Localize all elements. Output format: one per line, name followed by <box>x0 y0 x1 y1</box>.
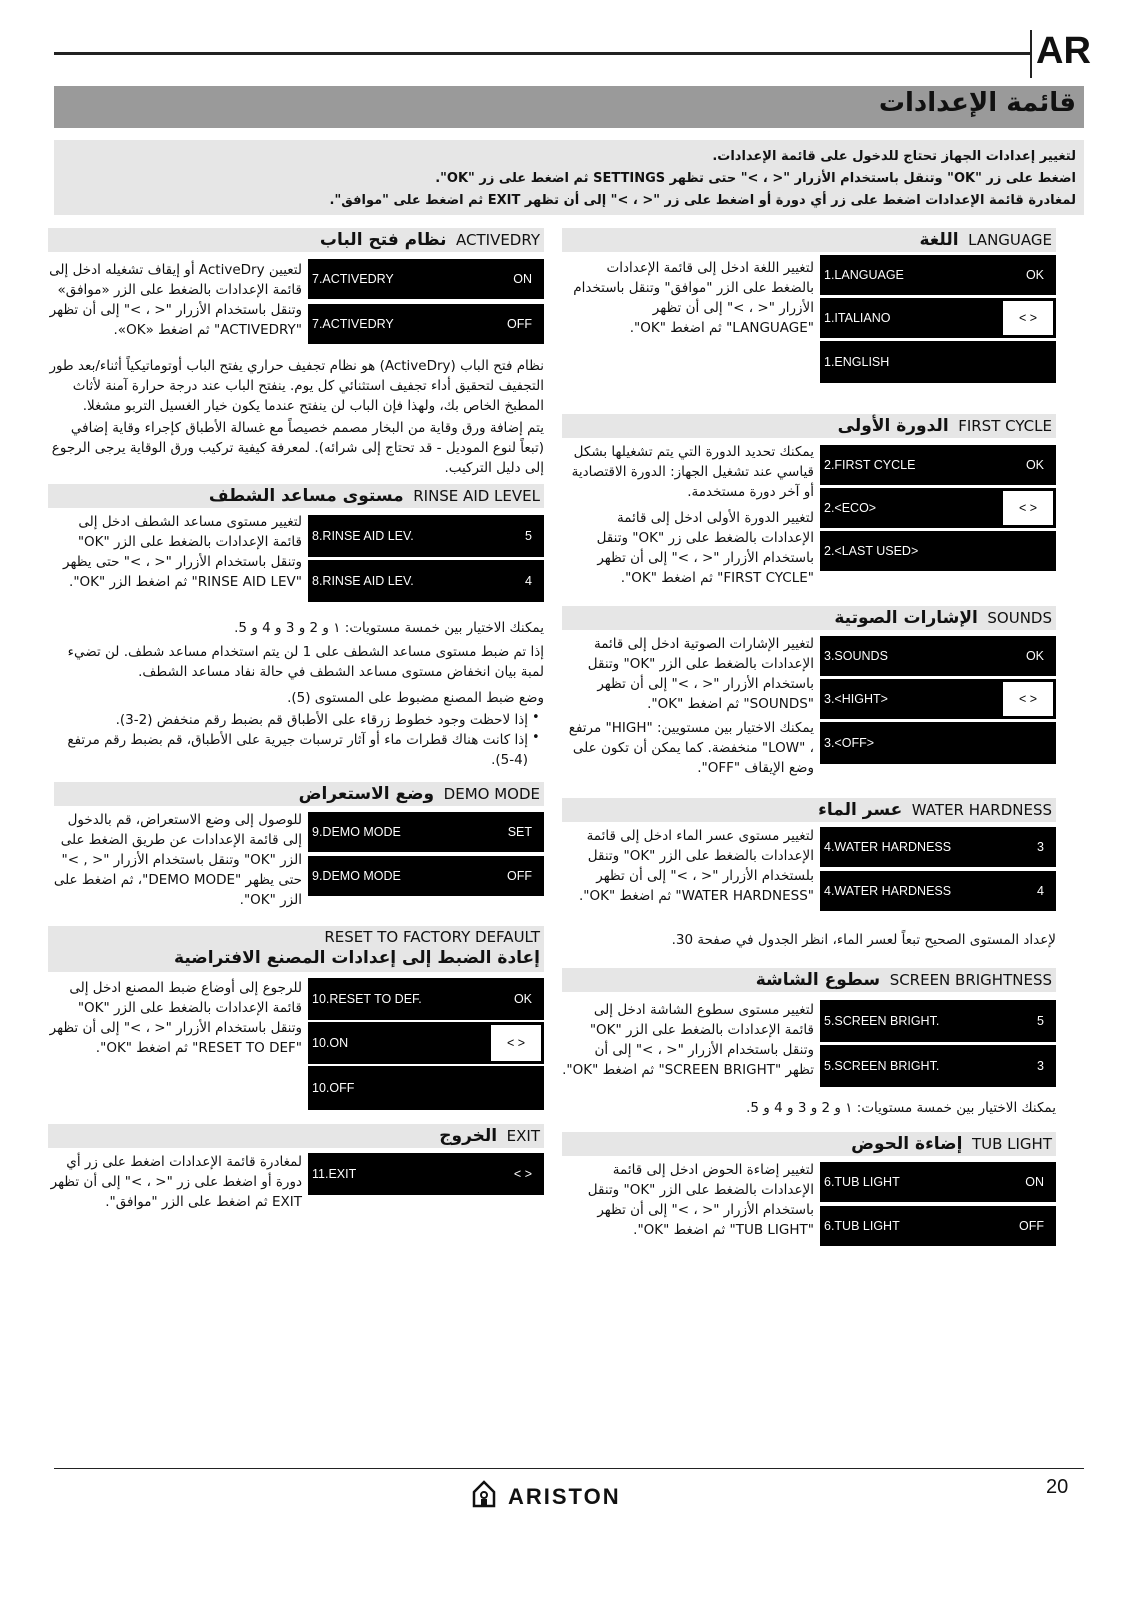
section-title: SOUNDS <box>987 609 1052 627</box>
display-label: 5.SCREEN BRIGHT. <box>824 1059 940 1073</box>
section-title: FIRST CYCLE <box>958 417 1052 435</box>
activedry-note: يتم إضافة ورق وقاية من البخار مصمم خصيصاً مع غسالة الأطباق كإجراء وقاية إضافي (تبعاً لنوع الموديل - قد تحتاج إلى شرائه). لمعرفة كيفية تركيب ورق الوقاية يرجى الرجوع إلى دليل التركيب. <box>51 420 544 476</box>
display-label: 5.SCREEN BRIGHT. <box>824 1014 940 1028</box>
display-value: OFF <box>507 869 532 883</box>
display-label: 3.SOUNDS <box>824 649 888 663</box>
bullet-icon: • <box>532 730 540 745</box>
section-header-demo-mode <box>54 782 544 806</box>
section-header-screen-brightness <box>562 968 1056 992</box>
intro-box <box>54 140 1084 215</box>
display-selector: < > <box>1003 301 1053 335</box>
display-row <box>820 827 1056 867</box>
reset-text: للرجوع إلى أوضاع ضبط المصنع ادخل إلى قائمة الإعدادات بالضغط على الزر "OK" وتنقل باستخدام الأزرار "< ، >" إلى أن تظهر "RESET TO DEF" ثم اضغط "OK". <box>49 980 302 1056</box>
section-title: RINSE AID LEVEL <box>413 487 540 505</box>
rinse-aid-tip-2: إذا كانت هناك قطرات ماء أو آثار ترسبات جيرية على الأطباق، قم بضبط رقم مرتفع (4-5). <box>67 732 528 768</box>
first-cycle-text-1: يمكنك تحديد الدورة التي يتم تشغيلها بشكل قياسي عند تشغيل الجهاز: الدورة الاقتصادية أو آخر دورة مستخدمة. <box>571 444 814 500</box>
section-title: LANGUAGE <box>968 231 1052 249</box>
display-label: 8.RINSE AID LEV. <box>312 574 414 588</box>
display-value: OFF <box>1019 1219 1044 1233</box>
section-header-exit <box>48 1124 544 1148</box>
display-value: ON <box>1025 1175 1044 1189</box>
display-row <box>820 1206 1056 1246</box>
tub-light-text: لتغيير إضاءة الحوض ادخل إلى قائمة الإعدادات بالضغط على الزر "OK" وتنقل باستخدام الأزرار "< ، >" إلى أن تظهر "TUB LIGHT" ثم اضغط "OK". <box>587 1162 814 1238</box>
display-label: 9.DEMO MODE <box>312 869 401 883</box>
display-row <box>308 304 544 344</box>
intro-line-3: لمغادرة قائمة الإعدادات اضغط على زر أي دورة أو اضغط على زر "< ، >" إلى أن تظهر EXIT ثم اضغط على "موافق". <box>329 193 1076 208</box>
section-title-arabic: سطوع الشاشة <box>755 970 881 990</box>
display-value: OK <box>1025 268 1044 282</box>
display-row <box>820 488 1056 528</box>
display-row <box>820 445 1056 485</box>
section-header-activedry <box>48 228 544 252</box>
display-value: 3 <box>1037 1059 1044 1073</box>
section-title: ACTIVEDRY <box>456 231 540 249</box>
section-title-arabic: مستوى مساعد الشطف <box>208 486 404 506</box>
section-title-arabic: وضع الاستعراض <box>298 784 435 804</box>
display-row <box>820 679 1056 719</box>
display-row <box>820 531 1056 571</box>
section-title-arabic: اللغة <box>919 230 959 250</box>
water-hardness-text: لتغيير مستوى عسر الماء ادخل إلى قائمة الإعدادات بالضغط على الزر "OK" وتنقل بلستخدام الأزرار "< ، >" إلى أن تظهر "WATER HARDNESS" ثم اضغط "OK". <box>579 828 814 904</box>
brand-name: ARISTON <box>508 1484 621 1509</box>
section-title: RESET TO FACTORY DEFAULT <box>324 928 540 946</box>
display-value: OFF <box>507 317 532 331</box>
display-label: 3.<OFF> <box>824 736 875 750</box>
section-header-rinse-aid <box>48 484 544 508</box>
section-header-reset <box>48 926 544 972</box>
display-row <box>308 812 544 852</box>
display-label: 10.RESET TO DEF. <box>312 992 422 1006</box>
section-title-arabic: نظام فتح الباب <box>319 230 447 250</box>
display-value: OK <box>1025 649 1044 663</box>
display-label: 3.<HIGHT> <box>824 692 888 706</box>
section-title-arabic: الإشارات الصوتية <box>834 608 978 628</box>
display-label: 8.RINSE AID LEV. <box>312 529 414 543</box>
display-label: 10.OFF <box>312 1081 355 1095</box>
section-title: EXIT <box>506 1127 540 1145</box>
page-number: 20 <box>1046 1476 1069 1498</box>
display-label: 9.DEMO MODE <box>312 825 401 839</box>
section-title-arabic: عسر الماء <box>818 800 903 820</box>
section-title: WATER HARDNESS <box>911 801 1052 819</box>
page-title: قائمة الإعدادات <box>878 88 1076 118</box>
display-label: 2.FIRST CYCLE <box>824 458 916 472</box>
display-label: 1.LANGUAGE <box>824 268 904 282</box>
first-cycle-text-2: لتغيير الدورة الأولى ادخل إلى قائمة الإعدادات بالضغط على زر "OK" وتنقل باستخدام الأزرار "< ، >" إلى أن تظهر "FIRST CYCLE" ثم اضغط "OK". <box>596 510 814 586</box>
display-label: 2.<LAST USED> <box>824 544 919 558</box>
section-title-arabic: الدورة الأولى <box>837 416 949 436</box>
display-row <box>820 1045 1056 1087</box>
display-value: 3 <box>1037 840 1044 854</box>
display-row <box>820 298 1056 338</box>
display-selector: < > <box>1003 491 1053 525</box>
display-value: OK <box>1025 458 1044 472</box>
rinse-aid-warning: إذا تم ضبط مستوى مساعد الشطف على 1 لن يتم استخدام مساعد شطف. لن تضيء لمبة بيان انخفاض مستوى مساعد الشطف في حالة نفاد مساعد الشطف. <box>67 644 544 680</box>
display-label: 6.TUB LIGHT <box>824 1219 900 1233</box>
section-title: TUB LIGHT <box>971 1135 1052 1153</box>
display-row <box>308 856 544 896</box>
display-row <box>820 1000 1056 1042</box>
exit-text: لمغادرة قائمة الإعدادات اضغط على زر أي دورة أو اضغط على زر "< ، >" إلى أن تظهر EXIT ثم اضغط على الزر "موافق". <box>50 1154 302 1210</box>
display-value: 4 <box>525 574 532 588</box>
sounds-text-1: لتغيير الإشارات الصوتية ادخل إلى قائمة الإعدادات بالضغط على الزر "OK" وتنقل باستخدام الأزرار "< ، >" إلى أن تظهر "SOUNDS" ثم اضغط "OK". <box>587 636 814 712</box>
display-row <box>820 636 1056 676</box>
rinse-aid-default: وضع ضبط المصنع مضبوط على المستوى (5). <box>287 690 544 706</box>
display-row <box>820 341 1056 383</box>
language-code: AR <box>1036 30 1091 72</box>
display-row <box>308 1153 544 1195</box>
water-hardness-note: لإعداد المستوى الصحيح تبعاً لعسر الماء، انظر الجدول في صفحة 30. <box>671 932 1056 948</box>
display-row <box>308 560 544 602</box>
display-value: ON <box>513 272 532 286</box>
display-row <box>820 722 1056 764</box>
display-row <box>308 1066 544 1110</box>
bullet-icon: • <box>532 710 540 725</box>
display-label: 10.ON <box>312 1036 349 1050</box>
section-title-arabic: إضاءة الحوض <box>851 1134 963 1154</box>
display-label: 4.WATER HARDNESS <box>824 840 952 854</box>
display-label: 11.EXIT <box>312 1167 357 1181</box>
language-text: لتغيير اللغة ادخل إلى قائمة الإعدادات بالضغط على الزر "موافق" وتنقل باستخدام الأزرار "< ، >" إلى أن تظهر "LANGUAGE" ثم اضغط "OK". <box>573 260 814 336</box>
section-title: SCREEN BRIGHTNESS <box>889 971 1052 989</box>
rinse-aid-levels: يمكنك الاختيار بين خمسة مستويات: ١ و 2 و 3 و 4 و 5. <box>234 620 544 636</box>
activedry-description: نظام فتح الباب (ActiveDry) هو نظام تجفيف حراري يفتح الباب أوتوماتيكياً أثناء/بعد طور التجفيف لتحقيق أداء تجفيف استثنائي كل يوم. ينفتح الباب عند درجة حرارة آمنة لأثاث المطبخ الخاص بك، ولهذا فإن الباب لن ينفتح عندما يكون خيار الغسيل التربو مشغلا. <box>49 358 544 414</box>
section-header-first-cycle <box>562 414 1056 438</box>
rinse-aid-text: لتغيير مستوى مساعد الشطف ادخل إلى قائمة الإعدادات بالضغط على الزر "OK" وتنقل باستخدام الأزرار "< ، >" حتى يظهر "RINSE AID LEV" ثم اضغط الزر "OK". <box>63 514 302 590</box>
top-rule <box>54 52 1030 55</box>
display-row <box>308 515 544 557</box>
section-header-language <box>562 228 1056 252</box>
intro-line-2: اضغط على زر "OK" وتنقل باستخدام الأزرار "< ، >" حتى تظهر SETTINGS ثم اضغط على زر "OK". <box>435 171 1076 186</box>
section-header-sounds <box>562 606 1056 630</box>
display-value: 5 <box>1037 1014 1044 1028</box>
section-header-tub-light <box>562 1132 1056 1156</box>
display-value: SET <box>507 825 532 839</box>
intro-line-1: لتغيير إعدادات الجهاز تحتاج للدخول على قائمة الإعدادات. <box>712 149 1076 164</box>
display-value: 4 <box>1037 884 1044 898</box>
display-label: 7.ACTIVEDRY <box>312 317 394 331</box>
display-value: 5 <box>525 529 532 543</box>
display-row <box>308 259 544 299</box>
bottom-rule <box>54 1468 1084 1469</box>
section-title-arabic: إعادة الضبط إلى إعدادات المصنع الافتراضية <box>174 948 540 968</box>
display-label: 1.ITALIANO <box>824 311 891 325</box>
screen-brightness-text: لتغيير مستوى سطوع الشاشة ادخل إلى قائمة الإعدادات بالضغط على الزر "OK" وتنقل باستخدام الأزرار "< ، >" إلى أن تظهر "SCREEN BRIGHT" ثم اضغط "OK". <box>562 1002 814 1078</box>
display-label: 4.WATER HARDNESS <box>824 884 952 898</box>
activedry-text: لتعيين ActiveDry أو إيقاف تشغيله ادخل إلى قائمة الإعدادات بالضغط على الزر «موافق» وتنقل باستخدام الأزرار "< ، >" إلى أن تظهر "ACTIVEDRY" ثم اضغط «OK». <box>49 262 302 338</box>
demo-mode-text: للوصول إلى وضع الاستعراض، قم بالدخول إلى قائمة الإعدادات عن طريق الضغط على الزر "OK" وتنقل باستخدام الأزرار "< , >" حتى يظهر "DEMO MODE"، ثم اضغط على الزر "OK". <box>53 812 302 908</box>
sounds-text-2: يمكنك الاختيار بين مستويين: "HIGH" مرتفع ، "LOW" منخفضة. كما يمكن أن تكون على وضع الإيقاف "OFF". <box>568 720 814 776</box>
display-label: 2.<ECO> <box>824 501 877 515</box>
section-header-water-hardness <box>562 798 1056 822</box>
display-label: 6.TUB LIGHT <box>824 1175 900 1189</box>
display-row <box>308 1022 544 1064</box>
display-label: 1.ENGLISH <box>824 355 890 369</box>
ariston-logo-icon <box>472 1480 496 1508</box>
screen-brightness-note: يمكنك الاختيار بين خمسة مستويات: ١ و 2 و 3 و 4 و 5. <box>746 1100 1056 1116</box>
section-title-arabic: الخروج <box>439 1126 498 1146</box>
display-value: OK <box>513 992 532 1006</box>
display-selector: < > <box>1003 682 1053 716</box>
title-bar <box>54 86 1084 128</box>
display-selector: < > <box>491 1025 541 1061</box>
display-row <box>820 871 1056 911</box>
section-title: DEMO MODE <box>443 785 540 803</box>
display-label: 7.ACTIVEDRY <box>312 272 394 286</box>
display-row <box>820 1162 1056 1202</box>
rinse-aid-tip-1: إذا لاحظت وجود خطوط زرقاء على الأطباق قم بضبط رقم منخفض (2-3). <box>115 712 528 728</box>
display-row <box>820 255 1056 295</box>
display-row <box>308 978 544 1020</box>
display-value: < > <box>513 1167 532 1181</box>
top-rule-divider <box>1030 30 1032 78</box>
